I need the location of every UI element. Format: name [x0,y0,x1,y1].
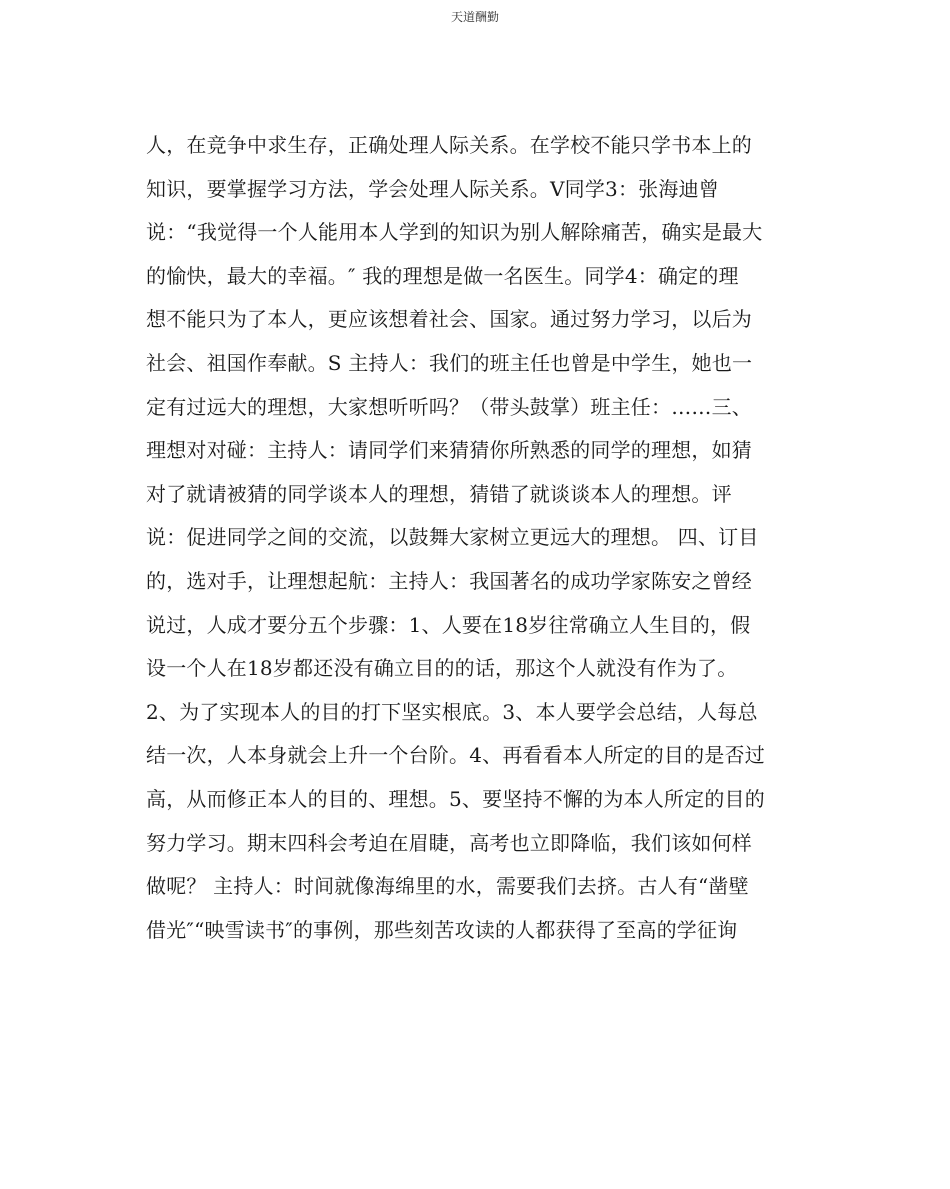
text-line: 做呢？ 主持人：时间就像海绵里的水，需要我们去挤。古人有“凿壁 [146,874,749,899]
text-line: 想不能只为了本人，更应该想着社会、国家。通过努力学习，以后为 [146,307,752,332]
text-line: 定有过远大的理想，大家想听听吗？（带头鼓掌）班主任：……三、 [146,394,752,419]
text-line: 理想对对碰：主持人：请同学们来猜猜你所熟悉的同学的理想，如猜 [146,438,752,463]
text-line: 社会、祖国作奉献。S 主持人：我们的班主任也曾是中学生，她也一 [146,350,753,375]
text-line: 努力学习。期末四科会考迫在眉睫，高考也立即降临，我们该如何样 [146,830,752,855]
text-line: 借光″“映雪读书″的事例，那些刻苦攻读的人都获得了至高的学征询 [146,917,738,942]
text-line: 的愉快，最大的幸福。″ 我的理想是做一名医生。同学4：确定的理 [146,263,739,288]
text-line: 说：促进同学之间的交流，以鼓舞大家树立更远大的理想。 四、订目 [146,525,759,550]
text-line: 高，从而修正本人的目的、理想。5、要坚持不懈的为本人所定的目的 [146,786,765,811]
text-line: 对了就请被猜的同学谈本人的理想，猜错了就谈谈本人的理想。评 [146,481,732,506]
text-line: 说过，人成才要分五个步骤：1、人要在18岁往常确立人生目的，假 [146,612,751,637]
text-line: 设一个人在18岁都还没有确立目的的话，那这个人就没有作为了。 [146,656,738,681]
document-body [146,124,816,952]
text-line: 结一次，人本身就会上升一个台阶。4、再看看本人所定的目的是否过 [146,743,765,768]
text-line: 人，在竞争中求生存，正确处理人际关系。在学校不能只学书本上的 [146,133,752,157]
page-header: 天道酬勤 [450,10,499,24]
text-line: 的，选对手，让理想起航：主持人：我国著名的成功学家陈安之曾经 [146,568,752,593]
text-line: 2、为了实现本人的目的打下坚实根底。3、本人要学会总结，人每总 [146,699,758,724]
text-line: 说：“我觉得一个人能用本人学到的知识为别人解除痛苦，确实是最大 [146,220,763,245]
text-line: 知识，要掌握学习方法，学会处理人际关系。V同学3：张海迪曾 [146,176,719,201]
